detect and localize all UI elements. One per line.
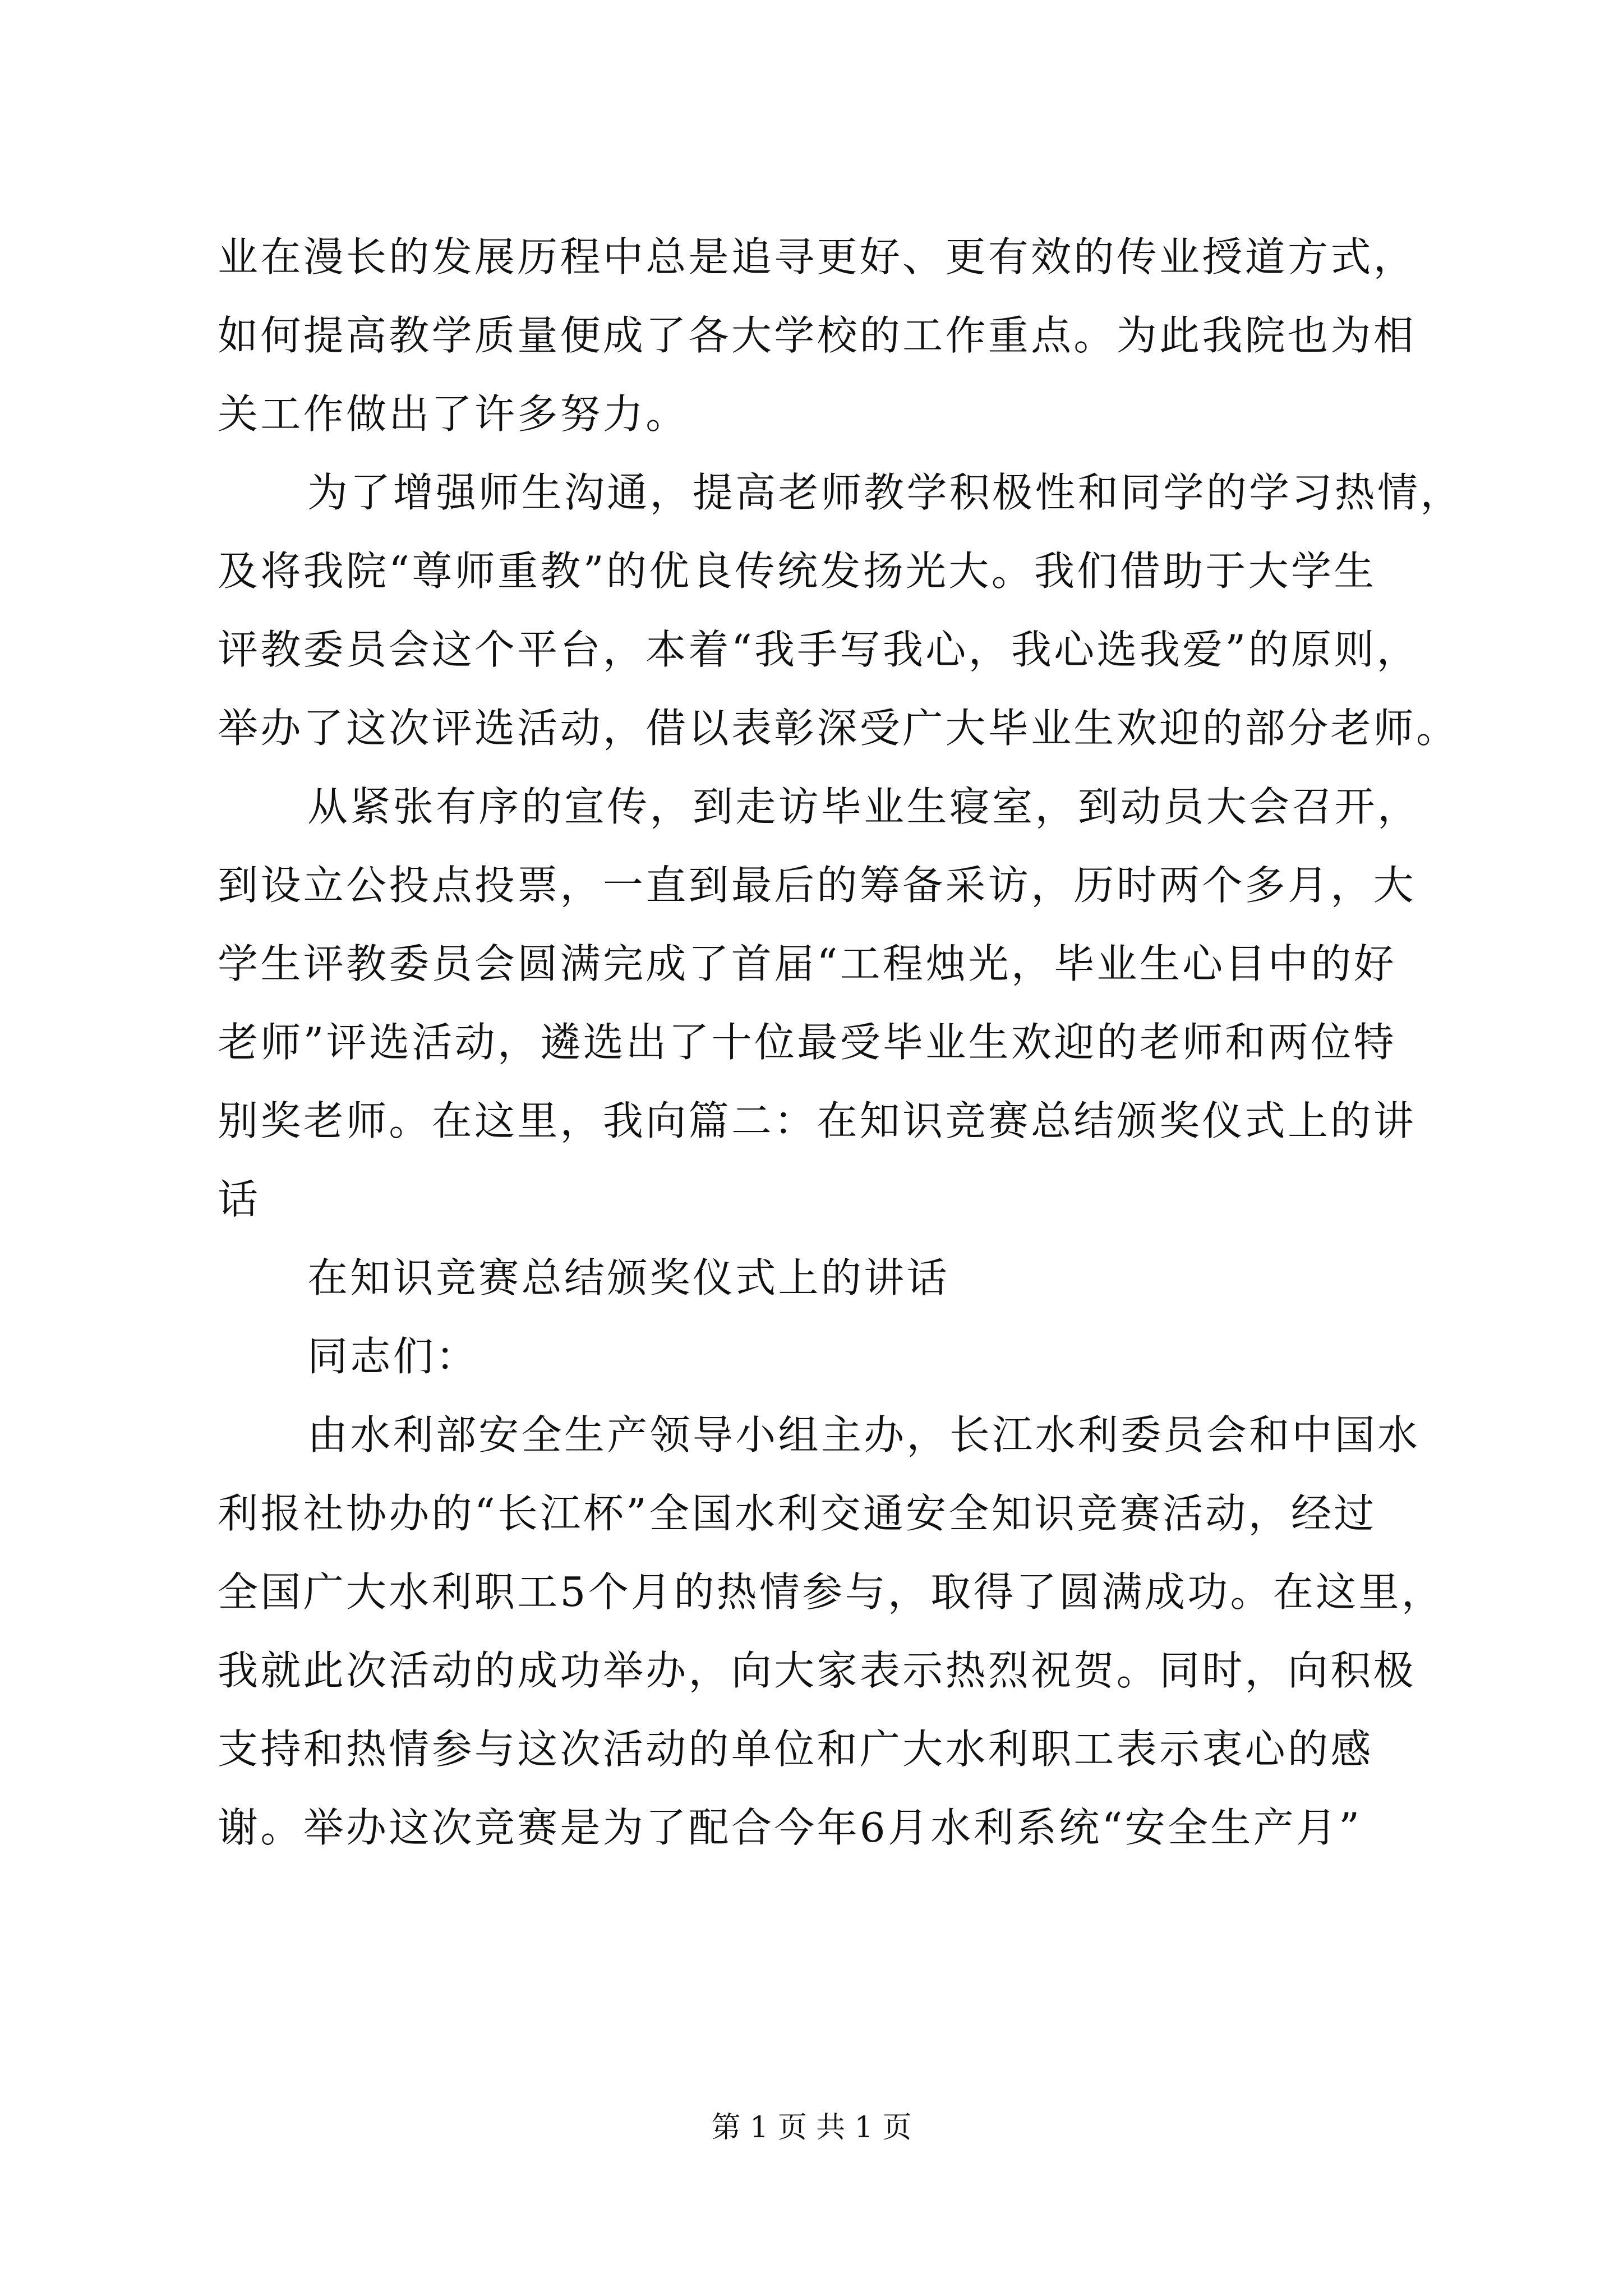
text-line-21: 谢。举办这次竞赛是为了配合今年6月水利系统“安全生产月” [218, 1804, 1362, 1851]
text-line-18: 全国广大水利职工5个月的热情参与，取得了圆满成功。在这里， [218, 1568, 1445, 1616]
section-title: 在知识竞赛总结颁奖仪式上的讲话 [307, 1254, 949, 1301]
text-line-2: 如何提高教学质量便成了各大学校的工作重点。为此我院也为相 [218, 312, 1416, 359]
text-line-8: 从紧张有序的宣传，到走访毕业生寝室，到动员大会召开， [307, 783, 1421, 830]
text-line-5: 及将我院“尊师重教”的优良传统发扬光大。我们借助于大学生 [218, 547, 1377, 595]
text-line-12: 别奖老师。在这里，我向篇二：在知识竞赛总结颁奖仪式上的讲 [218, 1097, 1416, 1144]
text-line-1: 业在漫长的发展历程中总是追寻更好、更有效的传业授道方式， [218, 233, 1416, 280]
text-line-20: 支持和热情参与这次活动的单位和广大水利职工表示衷心的感 [218, 1726, 1373, 1773]
salutation: 同志们： [307, 1333, 479, 1380]
text-line-10: 学生评教委员会圆满完成了首届“工程烛光，毕业生心目中的好 [218, 940, 1396, 987]
text-line-17: 利报社协办的“长江杯”全国水利交通安全知识竞赛活动，经过 [218, 1490, 1377, 1537]
text-line-16: 由水利部安全生产领导小组主办，长江水利委员会和中国水 [307, 1411, 1421, 1458]
text-line-6: 评教委员会这个平台，本着“我手写我心，我心选我爱”的原则， [218, 626, 1419, 673]
text-line-19: 我就此次活动的成功举办，向大家表示热烈祝贺。同时，向积极 [218, 1647, 1416, 1694]
text-line-4: 为了增强师生沟通，提高老师教学积极性和同学的学习热情， [307, 469, 1463, 516]
page-number-footer: 第 1 页 共 1 页 [711, 2111, 912, 2145]
text-line-7: 举办了这次评选活动，借以表彰深受广大毕业生欢迎的部分老师。 [218, 705, 1459, 752]
text-line-13: 话 [218, 1176, 261, 1223]
text-line-3: 关工作做出了许多努力。 [218, 390, 689, 438]
text-line-9: 到设立公投点投票，一直到最后的筹备采访，历时两个多月，大 [218, 862, 1416, 909]
text-line-11: 老师”评选活动，遴选出了十位最受毕业生欢迎的老师和两位特 [218, 1019, 1396, 1066]
body-text [218, 218, 1463, 1867]
